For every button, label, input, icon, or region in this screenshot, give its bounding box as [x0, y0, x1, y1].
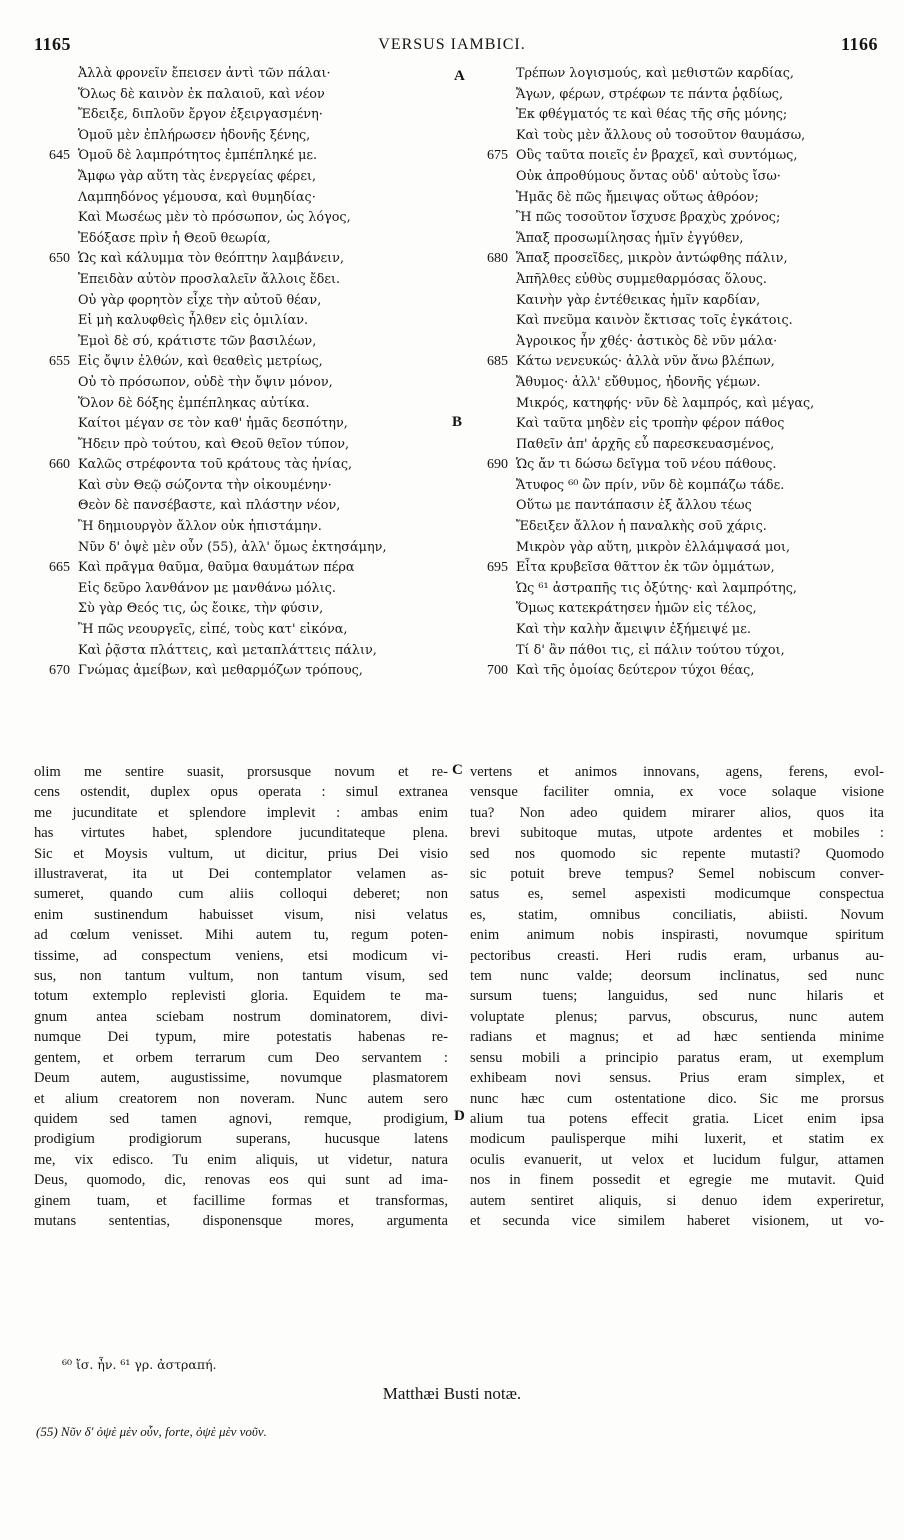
verse-line [74, 270, 446, 291]
verse-line [74, 208, 446, 229]
note-entry: (55) Νῦν δ' ὀψὲ μὲν οὖν, forte, ὀψὲ μὲν νοῦν. [36, 1424, 267, 1439]
verse-text: Καλῶς στρέφοντα τοῦ κράτους τὰς ἡνίας, [78, 457, 353, 473]
latin-line: gnum antea sciebam nostrum dominatorem, divi- [34, 1008, 448, 1025]
latin-line: illustraverat, ita ut Dei contemplator velamen as- [34, 866, 448, 883]
verse-line [512, 538, 884, 559]
verse-number: 650 [49, 251, 70, 267]
verse-text: Ἐμοὶ δὲ σύ, κράτιστε τῶν βασιλέων, [78, 333, 317, 349]
verse-text: Ἅπαξ προσεῖδες, μικρὸν ἀντώφθης πάλιν, [516, 251, 788, 267]
verse-line [512, 311, 884, 332]
latin-line: Deum autem, augustissime, novumque plasmatorem [34, 1070, 448, 1087]
verse-text: Ἐδόξασε πρὶν ἡ Θεοῦ θεωρία, [78, 230, 271, 246]
latin-line: vertens et animos innovans, agens, ferens, evol- [470, 764, 884, 780]
verse-text: Ἀπῆλθες εὐθὺς συμμεθαρμόσας ὅλους. [516, 271, 767, 287]
verse-text: Ἔδειξεν ἄλλον ἡ παναλκὴς σοῦ χάρις. [516, 519, 767, 535]
verse-text: Ἔδειξε, διπλοῦν ἔργον ἐξειργασμένη· [78, 107, 323, 123]
latin-line: et alium creatorem non noveram. Nunc autem sero [34, 1090, 448, 1107]
verse-line [49, 455, 446, 476]
verse-text: Ὡς καὶ κάλυμμα τὸν θεόπτην λαμβάνειν, [78, 251, 345, 267]
verse-line [74, 579, 446, 600]
verse-line [512, 291, 884, 312]
margin-marker-b: B [452, 414, 463, 430]
verse-line [49, 661, 446, 682]
verse-number: 645 [49, 148, 70, 164]
verse-text: Ἐκ φθέγματός τε καὶ θέας τῆς σῆς μόνης; [516, 107, 788, 123]
verse-line [512, 579, 884, 600]
verse-text: Καινὴν γὰρ ἐντέθεικας ἡμῖν καρδίαν, [516, 292, 761, 308]
verse-line [512, 641, 884, 662]
latin-line: autem sentiret aliquis, si denuo idem experiretur, [470, 1192, 884, 1209]
verse-text: Ὅλον δὲ δόξης ἐμπέπληκας αὐτίκα. [78, 395, 310, 411]
verse-line [74, 167, 446, 188]
latin-line: tem nunc valde; deorsum inclinatus, sed nunc [470, 968, 884, 985]
verse-text: Ὁμοῦ μὲν ἐπλήρωσεν ἡδονῆς ξένης, [78, 127, 311, 143]
verse-text: Ὡς ἄν τι δώσω δεῖγμα τοῦ νέου πάθους. [516, 457, 777, 473]
verse-line [74, 229, 446, 250]
latin-line: tissime, ad conspectum veniens, etsi modicum vi- [34, 947, 448, 964]
latin-line: ginem tuam, et facillime formas et transformas, [34, 1192, 448, 1209]
page-header [0, 34, 904, 58]
verse-line [512, 414, 884, 435]
latin-line: brevi subitoque mutas, utpote ardentes et mobiles : [470, 825, 884, 842]
latin-line: et secunda vice similem haberet visionem, ut vo- [470, 1212, 884, 1229]
verse-text: Καὶ ῥᾷστα πλάττεις, καὶ μεταπλάττεις πάλιν, [78, 642, 377, 658]
verse-text: Ἀγροικος ἦν χθές· ἀστικὸς δὲ νῦν μάλα· [516, 333, 778, 349]
latin-line: radians et magnus; et ad hæc sentienda minime [470, 1029, 884, 1046]
verse-text: Ἢ πῶς τοσοῦτον ἴσχυσε βραχὺς χρόνος; [516, 210, 781, 226]
running-title: VERSUS IAMBICI. [378, 36, 526, 53]
verse-text: Οὐ γὰρ φορητὸν εἶχε τὴν αὐτοῦ θέαν, [78, 292, 322, 308]
verse-number: 685 [487, 354, 508, 370]
verse-text: Ἀλλὰ φρονεῖν ἔπεισεν ἀντὶ τῶν πάλαι· [78, 66, 331, 81]
latin-line: pectoribus creasti. Heri rudis eram, urbanus au- [470, 947, 884, 964]
latin-line: exhibeam novi sensus. Prius eram simplex, et [470, 1070, 884, 1087]
latin-line: vensque faciliter omnia, ex voce solaque visione [470, 784, 884, 801]
verse-text: Τρέπων λογισμούς, καὶ μεθιστῶν καρδίας, [516, 66, 794, 81]
verse-line [512, 85, 884, 106]
verse-line [512, 126, 884, 147]
verse-text: Ἢ δημιουργὸν ἄλλον οὐκ ἠπιστάμην. [78, 519, 322, 535]
verse-text: Ὁμοῦ δὲ λαμπρότητος ἐμπέπληκέ με. [78, 148, 318, 164]
verse-line [512, 517, 884, 538]
verse-text: Καὶ πρᾶγμα θαῦμα, θαῦμα θαυμάτων πέρα [78, 560, 355, 576]
verse-line [49, 558, 446, 579]
verse-line [487, 146, 884, 167]
verse-line [512, 208, 884, 229]
latin-line: sursum tuens; languidus, sed nunc hilaris et [470, 988, 884, 1005]
verse-text: Οὕτω με παντάπασιν ἐξ ἄλλου τέως [516, 498, 752, 514]
verse-number: 660 [49, 457, 70, 473]
verse-text: Μικρὸν γὰρ αὕτη, μικρὸν ἐλλάμψασά μοι, [516, 539, 791, 555]
verse-text: Εἰ μὴ καλυφθεὶς ἦλθεν εἰς ὁμιλίαν. [78, 313, 309, 329]
verse-number: 655 [49, 354, 70, 370]
verse-line [487, 352, 884, 373]
latin-line: Deus, quomodo, dic, renovas eos qui sunt ad ima- [34, 1172, 448, 1189]
verse-text: Εἰς ὄψιν ἐλθών, καὶ θεαθεὶς μετρίως, [78, 354, 323, 370]
latin-line: has virtutes habet, splendore jucunditateque plena. [34, 825, 448, 842]
verse-line [487, 558, 884, 579]
verse-number: 675 [487, 148, 508, 164]
verse-text: Ἄτυφος ⁶⁰ ὢν πρίν, νῦν δὲ κομπάζω τάδε. [516, 477, 785, 493]
verse-number: 695 [487, 560, 508, 576]
verse-line [74, 496, 446, 517]
verse-text: Καὶ πνεῦμα καινὸν ἔκτισας τοῖς ἐγκάτοις. [516, 313, 793, 329]
latin-line: oculis evanuerit, ut velox et lucidum fulgur, attamen [470, 1151, 884, 1168]
latin-line: sensu mobili a principio paratus eram, ut exemplum [470, 1049, 884, 1066]
verse-line [512, 229, 884, 250]
latin-line: me, vix edisco. Tu enim aliquis, ut videtur, natura [34, 1151, 448, 1168]
latin-line: me jucunditate et splendore implevit : ambas enim [34, 804, 448, 821]
latin-line: prodigium prodigiorum superans, hucusque latens [34, 1131, 448, 1148]
verse-number: 665 [49, 560, 70, 576]
verse-number: 690 [487, 457, 508, 473]
verse-line [512, 270, 884, 291]
verse-text: Οὐκ ἀπροθύμους ὄντας οὐδ' αὐτοὺς ἴσω· [516, 168, 781, 184]
verse-line [74, 517, 446, 538]
margin-marker-c: C [452, 762, 463, 778]
latin-line: gentem, et orbem terrarum cum Deo servantem : [34, 1049, 448, 1066]
verse-line [49, 352, 446, 373]
verse-line [512, 105, 884, 126]
verse-text: Οὐ τὸ πρόσωπον, οὐδὲ τὴν ὄψιν μόνον, [78, 374, 333, 390]
verse-line [74, 311, 446, 332]
verse-line [74, 641, 446, 662]
latin-line: nunc hæc cum ostentatione dico. Sic me prorsus [470, 1090, 884, 1107]
verse-line [487, 455, 884, 476]
verse-number: 700 [487, 663, 508, 679]
latin-line: mutans sententias, disponensque mores, argumenta [34, 1212, 448, 1229]
verse-number: 680 [487, 251, 508, 267]
verse-text: Ἡμᾶς δὲ πῶς ἤμειψας οὕτως ἀθρόον; [516, 189, 759, 205]
latin-line: Sic et Moysis vultum, ut dicitur, prius Dei visio [34, 845, 448, 862]
latin-line: sed nos quomodo sic repente mutasti? Quomodo [470, 845, 884, 862]
verse-line [74, 64, 446, 85]
latin-line: olim me sentire suasit, prorsusque novum et re- [34, 764, 448, 780]
margin-marker-a: A [454, 68, 465, 84]
verse-line [74, 105, 446, 126]
verse-text: Ἄγων, φέρων, στρέφων τε πάντα ῥᾳδίως, [516, 86, 784, 102]
latin-line: modicum paulisperque mihi luxerit, et statim ex [470, 1131, 884, 1148]
verse-text: Καίτοι μέγαν σε τὸν καθ' ἡμᾶς δεσπότην, [78, 416, 348, 432]
latin-line: nos in finem possedit et egregie me mutavit. Quid [470, 1172, 884, 1189]
page-number-right: 1166 [840, 34, 878, 54]
latin-line: satus es, semel aspexisti modicumque conspectua [470, 886, 884, 903]
verse-text: Θεὸν δὲ πανσέβαστε, καὶ πλάστην νέον, [78, 498, 341, 514]
verse-text: Ἢ πῶς νεουργεῖς, εἰπέ, τοὺς κατ' εἰκόνα, [78, 622, 348, 638]
latin-line: cens ostendit, duplex opus operata : simul extranea [34, 784, 448, 801]
verse-text: Οὓς ταῦτα ποιεῖς ἐν βραχεῖ, καὶ συντόμως, [516, 148, 798, 164]
verse-text: Ἤδειν πρὸ τούτου, καὶ Θεοῦ θεῖον τύπον, [78, 436, 350, 452]
verse-text: Καὶ τῆς ὁμοίας δεύτερον τύχοι θέας, [516, 663, 755, 679]
verse-text: Καὶ σὺν Θεῷ σώζοντα τὴν οἰκουμένην· [78, 477, 332, 493]
verse-line [512, 64, 884, 85]
verse-text: Ἅπαξ προσωμίλησας ἡμῖν ἐγγύθεν, [516, 230, 744, 246]
verse-line [74, 291, 446, 312]
latin-line: sumeret, quando cum aliis colloqui deberet; non [34, 886, 448, 903]
greek-verse-column-left [49, 64, 446, 682]
verse-line [487, 249, 884, 270]
verse-text: Τί δ' ἂν πάθοι τις, εἰ πάλιν τούτου τύχοι, [516, 642, 785, 658]
verse-line [74, 188, 446, 209]
verse-text: Ὅλως δὲ καινὸν ἐκ παλαιοῦ, καὶ νέον [78, 86, 325, 102]
verse-line [74, 599, 446, 620]
latin-line: ad cœlum venisset. Mihi autem tu, regum poten- [34, 927, 448, 944]
verse-line [512, 394, 884, 415]
notes-heading: Matthæi Busti notæ. [382, 1384, 522, 1403]
verse-text: Ἐπειδὰν αὐτὸν προσλαλεῖν ἄλλοις ἔδει. [78, 271, 341, 287]
greek-verse-column-right [487, 64, 884, 682]
verse-text: Εἶτα κρυβεῖσα θᾶττον ἐκ τῶν ὀμμάτων, [516, 560, 775, 576]
verse-line [49, 249, 446, 270]
latin-line: alium tua potens effecit gratia. Licet enim ipsa [470, 1110, 884, 1127]
latin-line: tua? Non adeo quidem mirarer alios, quos ita [470, 804, 884, 821]
latin-line: sic potuit breve tempus? Semel nobiscum conver- [470, 866, 884, 883]
verse-text: Ὅμως κατεκράτησεν ἡμῶν εἰς τέλος, [516, 601, 757, 617]
verse-line [49, 146, 446, 167]
verse-text: Ὡς ⁶¹ ἀστραπῆς τις ὀξύτης· καὶ λαμπρότης, [516, 580, 797, 596]
verse-line [512, 373, 884, 394]
verse-text: Σὺ γὰρ Θεός τις, ὡς ἔοικε, τὴν φύσιν, [78, 601, 324, 617]
latin-line: totum extemplo replevisti gloria. Equidem te ma- [34, 988, 448, 1005]
verse-text: Εἰς δεῦρο λανθάνον με μανθάνω μόλις. [78, 580, 336, 596]
verse-text: Ἄμφω γὰρ αὕτη τὰς ἐνεργείας φέρει, [78, 168, 317, 184]
verse-line [512, 620, 884, 641]
verse-line [74, 394, 446, 415]
verse-line [512, 167, 884, 188]
verse-text: Καὶ ταῦτα μηδὲν εἰς τροπὴν φέρον πάθος [516, 416, 785, 432]
verse-line [74, 435, 446, 456]
verse-line [74, 332, 446, 353]
latin-line: quidem sed tamen agnovi, remque, prodigium, [34, 1110, 448, 1127]
latin-translation-column-left [34, 762, 448, 1231]
verse-line [74, 85, 446, 106]
verse-text: Νῦν δ' ὀψὲ μὲν οὖν (55), ἀλλ' ὅμως ἐκτησάμην, [78, 539, 387, 555]
verse-line [74, 126, 446, 147]
verse-line [512, 496, 884, 517]
verse-line [74, 414, 446, 435]
verse-text: Καὶ τὴν καλὴν ἄμειψιν ἐξήμειψέ με. [516, 622, 751, 638]
verse-line [487, 661, 884, 682]
latin-line: es, statim, omnibus conciliatis, abiisti. Novum [470, 906, 884, 923]
verse-text: Καὶ Μωσέως μὲν τὸ πρόσωπον, ὡς λόγος, [78, 210, 351, 226]
verse-line [512, 332, 884, 353]
margin-marker-d: D [454, 1108, 465, 1124]
verse-line [74, 620, 446, 641]
latin-line: sus, non tantum vultum, non tantum visum, sed [34, 968, 448, 985]
verse-text: Γνώμας ἀμείβων, καὶ μεθαρμόζων τρόπους, [78, 663, 363, 679]
verse-number: 670 [49, 663, 70, 679]
latin-line: enim sustinendum habuisset visum, nisi velatus [34, 906, 448, 923]
greek-footnotes: ⁶⁰ ἴσ. ἦν. ⁶¹ γρ. ἀστραπή. [62, 1357, 217, 1372]
verse-line [512, 188, 884, 209]
verse-line [512, 599, 884, 620]
verse-text: Ἄθυμος· ἀλλ' εὔθυμος, ἡδονῆς γέμων. [516, 374, 761, 390]
verse-line [512, 476, 884, 497]
latin-line: numque Dei typum, mire potestatis habenas re- [34, 1029, 448, 1046]
verse-text: Κάτω νενευκώς· ἀλλὰ νῦν ἄνω βλέπων, [516, 354, 775, 370]
verse-text: Παθεῖν ἀπ' ἀρχῆς εὖ παρεσκευασμένος, [516, 436, 775, 452]
verse-line [512, 435, 884, 456]
verse-line [74, 373, 446, 394]
verse-text: Λαμπηδόνος γέμουσα, καὶ θυμηδίας· [78, 189, 316, 205]
latin-line: voluptate plenus; parvus, obscurus, nunc autem [470, 1008, 884, 1025]
verse-text: Καὶ τοὺς μὲν ἄλλους οὐ τοσοῦτον θαυμάσω, [516, 127, 806, 143]
verse-line [74, 538, 446, 559]
verse-text: Μικρός, κατηφής· νῦν δὲ λαμπρός, καὶ μέγας, [516, 395, 815, 411]
latin-translation-column-right [470, 762, 884, 1231]
page-number-left: 1165 [34, 34, 72, 54]
latin-line: enim animum nobis inspirasti, novumque spiritum [470, 927, 884, 944]
verse-line [74, 476, 446, 497]
